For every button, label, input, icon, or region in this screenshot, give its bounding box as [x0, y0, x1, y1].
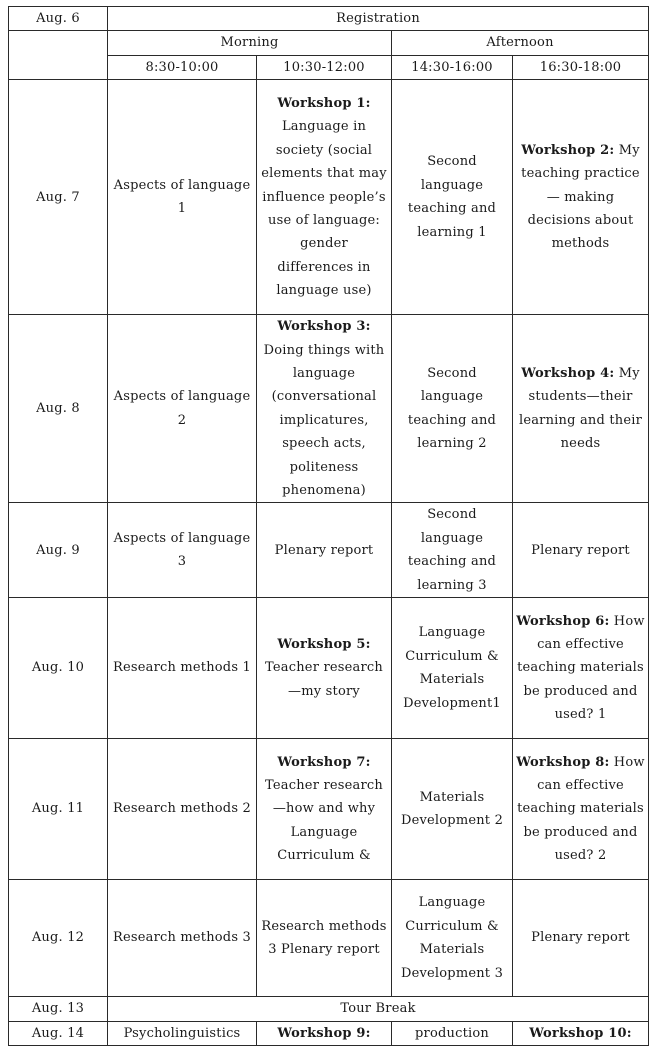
session-cell — [257, 315, 392, 503]
session-cell: Workshop 9: — [257, 1021, 392, 1045]
session-text: My students—their learning and their needs — [518, 366, 642, 452]
session-cell: Plenary report — [513, 880, 649, 997]
session-cell: Aspects of language 1 — [108, 80, 257, 315]
session-cell: Second language teaching and learning 2 — [392, 315, 513, 503]
session-text: Teacher research—my story — [265, 660, 383, 699]
session-cell: Language Curriculum & Materials Development 3 — [392, 880, 513, 997]
workshop-label: Workshop 2: — [521, 142, 615, 158]
table-row — [9, 503, 649, 598]
session-cell — [257, 598, 392, 739]
table-row — [9, 739, 649, 880]
event-cell: Registration — [108, 7, 649, 31]
workshop-label: Workshop 8: — [516, 754, 610, 770]
session-cell: production — [392, 1021, 513, 1045]
session-text: How can effective teaching materials be produced and used? 2 — [517, 754, 645, 864]
date-cell: Aug. 12 — [9, 880, 108, 997]
session-cell — [513, 598, 649, 739]
table-row — [9, 7, 649, 31]
workshop-label: Workshop 5: — [277, 636, 371, 652]
date-cell: Aug. 11 — [9, 739, 108, 880]
session-cell: Second language teaching and learning 1 — [392, 80, 513, 315]
session-cell — [257, 80, 392, 315]
event-cell: Tour Break — [108, 997, 649, 1021]
session-cell: Workshop 10: — [513, 1021, 649, 1045]
date-cell: Aug. 14 — [9, 1021, 108, 1045]
table-row — [9, 997, 649, 1021]
table-row — [9, 31, 649, 55]
session-cell — [513, 80, 649, 315]
slot-header: 14:30-16:00 — [392, 55, 513, 79]
session-text: Doing things with language (conversational implicatures, speech acts, politeness phenomena) — [263, 342, 385, 499]
session-text: Language in society (social elements that may influence people’s use of language: gender differences in language use) — [261, 119, 387, 299]
table-row — [9, 80, 649, 315]
session-cell: Second language teaching and learning 3 — [392, 503, 513, 598]
afternoon-header: Afternoon — [392, 31, 649, 55]
workshop-label: Workshop 4: — [521, 366, 615, 382]
slot-header: 16:30-18:00 — [513, 55, 649, 79]
session-cell — [513, 739, 649, 880]
date-cell: Aug. 8 — [9, 315, 108, 503]
date-cell: Aug. 10 — [9, 598, 108, 739]
schedule-table — [8, 6, 649, 1046]
date-cell: Aug. 9 — [9, 503, 108, 598]
session-cell: Materials Development 2 — [392, 739, 513, 880]
table-row — [9, 315, 649, 503]
session-text: Teacher research—how and why Language Curriculum & — [265, 778, 383, 864]
session-cell: Aspects of language 3 — [108, 503, 257, 598]
corner-cell — [9, 31, 108, 80]
session-cell — [513, 315, 649, 503]
session-cell: Research methods 2 — [108, 739, 257, 880]
table-row — [9, 598, 649, 739]
workshop-label: Workshop 6: — [516, 613, 610, 629]
session-cell: Psycholinguistics — [108, 1021, 257, 1045]
session-cell: Aspects of language 2 — [108, 315, 257, 503]
table-row — [9, 1021, 649, 1045]
morning-header: Morning — [108, 31, 392, 55]
session-text: How can effective teaching materials be produced and used? 1 — [517, 613, 645, 723]
session-cell — [257, 739, 392, 880]
session-text: My teaching practice — making decisions about methods — [521, 142, 640, 252]
slot-header: 8:30-10:00 — [108, 55, 257, 79]
slot-header: 10:30-12:00 — [257, 55, 392, 79]
session-clip — [260, 751, 388, 868]
workshop-label: Workshop 1: — [277, 95, 371, 111]
session-cell: Language Curriculum & Materials Development1 — [392, 598, 513, 739]
date-cell: Aug. 13 — [9, 997, 108, 1021]
session-cell: Research methods 3 Plenary report — [257, 880, 392, 997]
session-cell: Plenary report — [257, 503, 392, 598]
session-cell: Plenary report — [513, 503, 649, 598]
date-cell: Aug. 6 — [9, 7, 108, 31]
session-cell: Research methods 3 — [108, 880, 257, 997]
date-cell: Aug. 7 — [9, 80, 108, 315]
workshop-label: Workshop 7: — [277, 754, 371, 770]
table-row — [9, 880, 649, 997]
session-cell: Research methods 1 — [108, 598, 257, 739]
workshop-label: Workshop 3: — [277, 319, 371, 335]
